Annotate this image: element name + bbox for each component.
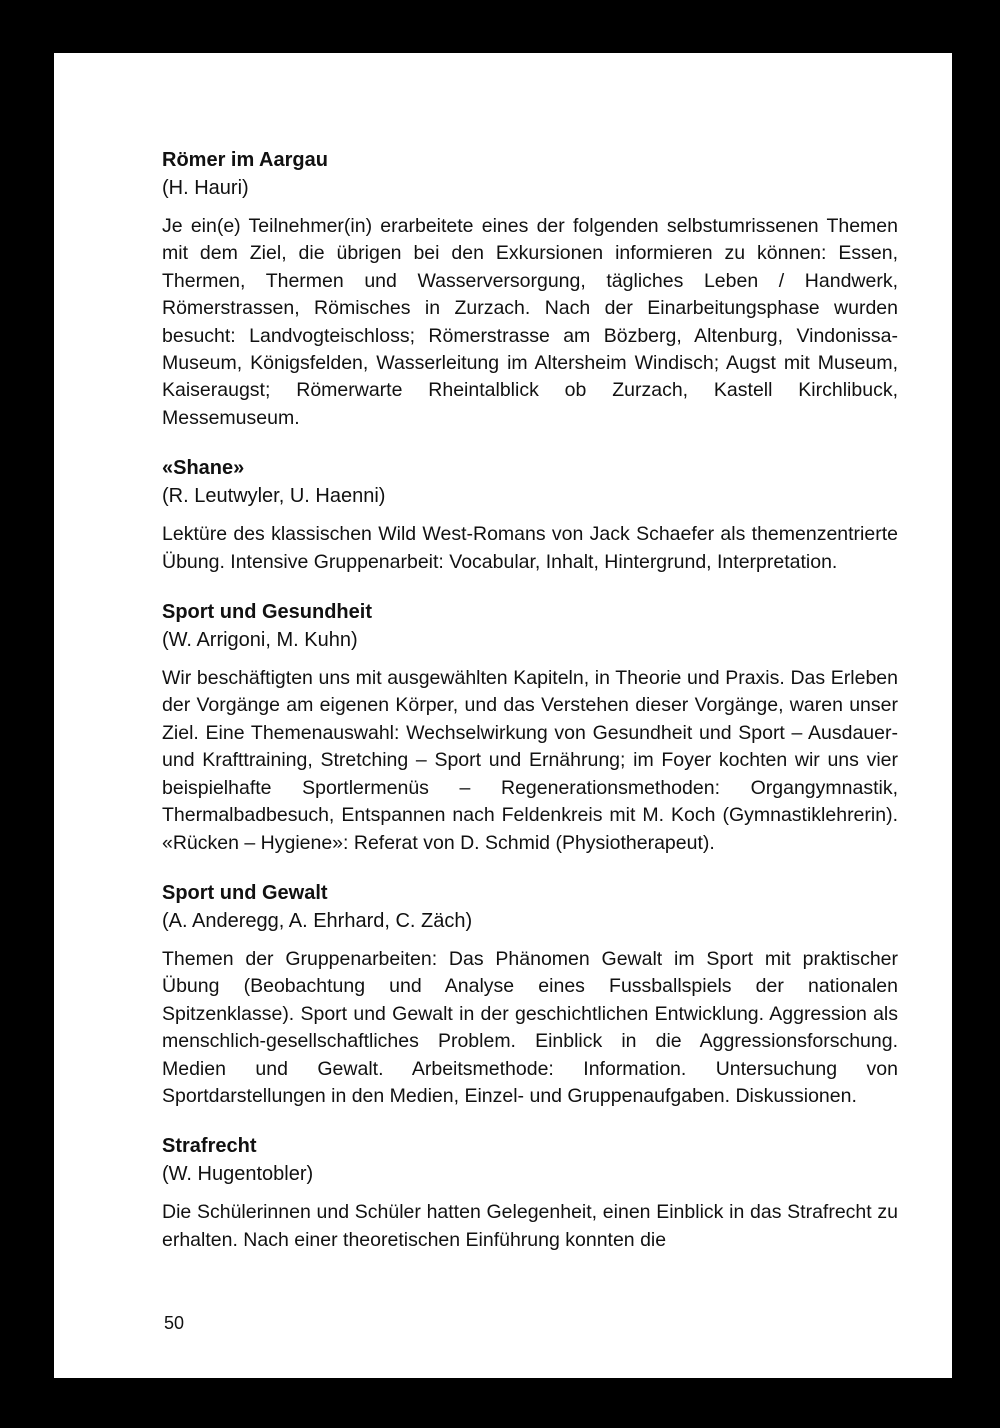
section-authors: (R. Leutwyler, U. Haenni) <box>162 485 386 508</box>
section-title: Sport und Gesundheit <box>162 601 372 624</box>
section-sport-und-gesundheit <box>162 598 898 857</box>
section-title: Strafrecht <box>162 1135 257 1158</box>
section-body: Themen der Gruppenarbeiten: Das Phänomen Gewalt im Sport mit praktischer Übung (Beobachtung und Analyse eines Fussballspiels der nationalen Spitzenklasse). Sport und Gewalt in der geschichtlichen Entwicklung. Aggression als menschlich-gesellschaftliches Problem. Einblick in die Aggressionsforschung. Medien und Gewalt. Arbeitsmethode: Information. Untersuchung von Sportdarstellungen in den Medien, Einzel- und Gruppenaufgaben. Diskussionen. <box>162 947 898 1107</box>
page-number: 50 <box>164 1313 185 1333</box>
section-authors: (W. Arrigoni, M. Kuhn) <box>162 629 358 652</box>
section-title: Römer im Aargau <box>162 149 328 171</box>
section-body: Wir beschäftigten uns mit ausgewählten Kapiteln, in Theorie und Praxis. Das Erleben der Vorgänge am eigenen Körper, und das Verstehen dieser Vorgänge, waren unser Ziel. Eine Themenauswahl: Wechselwirkung von Gesundheit und Sport – Ausdauer- und Krafttraining, Stretching – Sport und Ernährung; im Foyer kochten wir uns vier beispielhafte Sportlermenüs – Regenerationsmethoden: Organgymnastik, Thermalbadbesuch, Entspannen nach Feldenkreis mit M. Koch (Gymnastiklehrerin). «Rücken – Hygiene»: Referat von D. Schmid (Physiotherapeut). <box>162 667 898 854</box>
section-body: Die Schülerinnen und Schüler hatten Gelegenheit, einen Einblick in das Strafrecht zu erhalten. Nach einer theoretischen Einführung konnten die <box>162 1201 898 1251</box>
section-roemer-im-aargau <box>162 146 898 432</box>
section-body: Je ein(e) Teilnehmer(in) erarbeitete eines der folgenden selbstumrissenen Themen mit dem Ziel, die übrigen bei den Exkursionen informieren zu können: Essen, Thermen, Thermen und Wasserversorgung, tägliches Leben / Handwerk, Römerstrassen, Römisches in Zurzach. Nach der Einarbeitungsphase wurden besucht: Landvogteischloss; Römerstrasse am Bözberg, Altenburg, Vindonissa-Museum, Königsfelden, Wasserleitung im Altersheim Windisch; Augst mit Museum, Kaiseraugst; Römerwarte Rheintalblick ob Zurzach, Kastell Kirchlibuck, Messemuseum. <box>162 215 898 429</box>
section-authors: (H. Hauri) <box>162 177 249 199</box>
section-strafrecht <box>162 1132 898 1254</box>
section-body: Lektüre des klassischen Wild West-Romans von Jack Schaefer als themenzentrierte Übung. Intensive Gruppenarbeit: Vocabular, Inhalt, Hintergrund, Interpretation. <box>162 523 898 573</box>
section-authors: (A. Anderegg, A. Ehrhard, C. Zäch) <box>162 909 473 932</box>
section-title: «Shane» <box>162 457 245 480</box>
section-title: Sport und Gewalt <box>162 881 328 904</box>
section-shane <box>162 454 898 576</box>
section-sport-und-gewalt <box>162 879 898 1110</box>
section-authors: (W. Hugentobler) <box>162 1163 314 1186</box>
document-page <box>54 53 952 1378</box>
page-content <box>162 146 898 1276</box>
